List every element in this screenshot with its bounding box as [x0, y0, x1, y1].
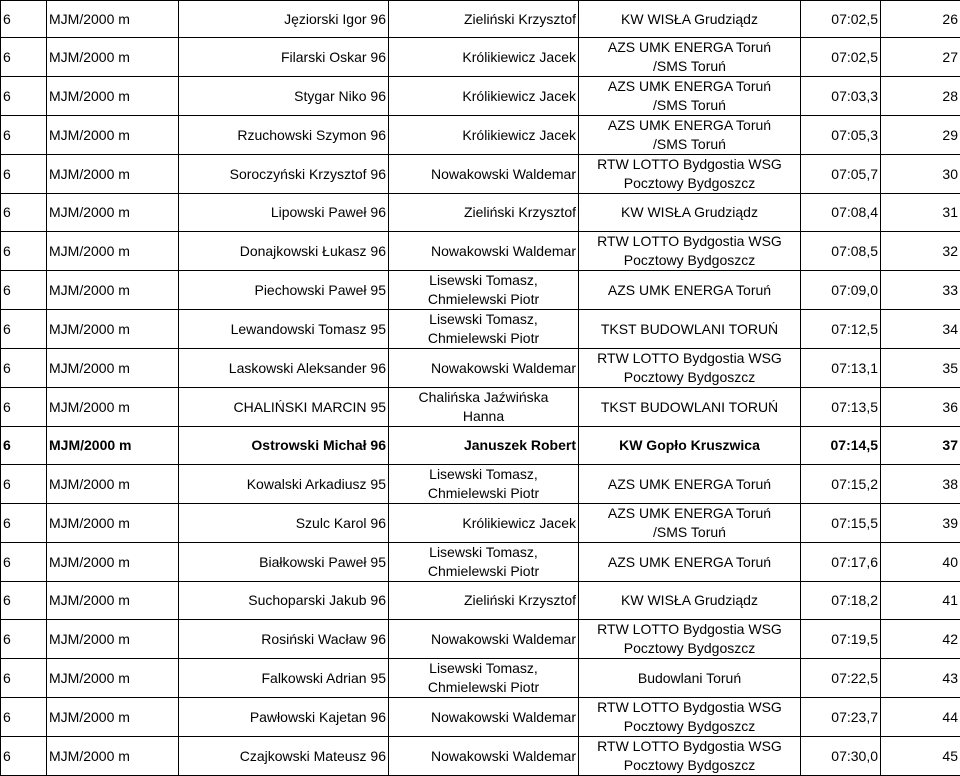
time-cell: 07:02,5 — [801, 1, 881, 38]
table-row — [1, 38, 960, 77]
time-cell: 07:23,7 — [801, 697, 881, 736]
club-line: AZS UMK ENERGA Toruń — [581, 38, 798, 57]
athlete-name-cell: Suchoparski Jakub 96 — [179, 581, 389, 619]
athlete-name-cell: Soroczyński Krzysztof 96 — [179, 155, 389, 194]
club-line: RTW LOTTO Bydgostia WSG — [581, 620, 798, 639]
place-cell: 35 — [881, 348, 960, 387]
coach-cell — [389, 270, 579, 309]
club-cell — [579, 387, 801, 426]
coach-cell — [389, 736, 579, 775]
coach-line: Chmielewski Piotr — [391, 562, 576, 581]
place-cell: 27 — [881, 38, 960, 77]
coach-line: Lisewski Tomasz, — [391, 465, 576, 484]
club-cell — [579, 542, 801, 581]
club-line: /SMS Toruń — [581, 135, 798, 154]
time-cell: 07:05,7 — [801, 155, 881, 194]
athlete-name-cell: Lipowski Paweł 96 — [179, 194, 389, 232]
athlete-name-cell: Białkowski Paweł 95 — [179, 542, 389, 581]
class-cell: MJM/2000 m — [47, 503, 179, 542]
class-cell: MJM/2000 m — [47, 38, 179, 77]
coach-cell — [389, 116, 579, 155]
table-row — [1, 619, 960, 658]
athlete-name-cell: Falkowski Adrian 95 — [179, 658, 389, 697]
place-cell: 32 — [881, 231, 960, 270]
table-row — [1, 77, 960, 116]
coach-cell — [389, 542, 579, 581]
table-row — [1, 309, 960, 348]
coach-line: Nowakowski Waldemar — [431, 166, 576, 182]
category-cell: 6 — [1, 464, 47, 503]
club-cell — [579, 658, 801, 697]
coach-cell — [389, 426, 579, 464]
coach-cell — [389, 77, 579, 116]
coach-line: Chmielewski Piotr — [391, 290, 576, 309]
club-line: TKST BUDOWLANI TORUŃ — [601, 399, 778, 415]
place-cell: 45 — [881, 736, 960, 775]
category-cell: 6 — [1, 736, 47, 775]
category-cell: 6 — [1, 231, 47, 270]
athlete-name-cell: Donajkowski Łukasz 96 — [179, 231, 389, 270]
club-line: KW WISŁA Grudziądz — [621, 592, 758, 608]
athlete-name-cell: Pawłowski Kajetan 96 — [179, 697, 389, 736]
results-body — [1, 1, 960, 776]
athlete-name-cell: Piechowski Paweł 95 — [179, 270, 389, 309]
coach-cell — [389, 1, 579, 38]
athlete-name-cell: Jęziorski Igor 96 — [179, 1, 389, 38]
place-cell: 26 — [881, 1, 960, 38]
club-line: AZS UMK ENERGA Toruń — [608, 282, 771, 298]
table-row — [1, 1, 960, 38]
club-line: RTW LOTTO Bydgostia WSG — [581, 232, 798, 251]
athlete-name-cell: Kowalski Arkadiusz 95 — [179, 464, 389, 503]
class-cell: MJM/2000 m — [47, 581, 179, 619]
club-line: /SMS Toruń — [581, 523, 798, 542]
club-line: Pocztowy Bydgoszcz — [581, 368, 798, 387]
table-row — [1, 658, 960, 697]
club-line: AZS UMK ENERGA Toruń — [608, 476, 771, 492]
coach-cell — [389, 658, 579, 697]
class-cell: MJM/2000 m — [47, 387, 179, 426]
class-cell: MJM/2000 m — [47, 658, 179, 697]
club-cell — [579, 581, 801, 619]
coach-line: Królikiewicz Jacek — [462, 88, 576, 104]
coach-cell — [389, 155, 579, 194]
club-line: Pocztowy Bydgoszcz — [581, 639, 798, 658]
club-line: RTW LOTTO Bydgostia WSG — [581, 349, 798, 368]
category-cell: 6 — [1, 194, 47, 232]
athlete-name-cell: Szulc Karol 96 — [179, 503, 389, 542]
coach-line: Lisewski Tomasz, — [391, 659, 576, 678]
coach-cell — [389, 38, 579, 77]
time-cell: 07:15,5 — [801, 503, 881, 542]
category-cell: 6 — [1, 619, 47, 658]
time-cell: 07:30,0 — [801, 736, 881, 775]
club-line: AZS UMK ENERGA Toruń — [581, 77, 798, 96]
coach-line: Lisewski Tomasz, — [391, 271, 576, 290]
coach-cell — [389, 464, 579, 503]
athlete-name-cell: Laskowski Aleksander 96 — [179, 348, 389, 387]
club-cell — [579, 309, 801, 348]
table-row — [1, 542, 960, 581]
club-cell — [579, 77, 801, 116]
place-cell: 30 — [881, 155, 960, 194]
club-line: AZS UMK ENERGA Toruń — [581, 116, 798, 135]
time-cell: 07:05,3 — [801, 116, 881, 155]
place-cell: 44 — [881, 697, 960, 736]
club-line: KW Gopło Kruszwica — [619, 437, 760, 453]
class-cell: MJM/2000 m — [47, 1, 179, 38]
class-cell: MJM/2000 m — [47, 542, 179, 581]
place-cell: 33 — [881, 270, 960, 309]
coach-line: Królikiewicz Jacek — [462, 49, 576, 65]
time-cell: 07:08,5 — [801, 231, 881, 270]
club-cell — [579, 194, 801, 232]
time-cell: 07:17,6 — [801, 542, 881, 581]
place-cell: 29 — [881, 116, 960, 155]
time-cell: 07:15,2 — [801, 464, 881, 503]
club-line: /SMS Toruń — [581, 57, 798, 76]
table-row — [1, 736, 960, 775]
club-cell — [579, 231, 801, 270]
time-cell: 07:12,5 — [801, 309, 881, 348]
coach-line: Zieliński Krzysztof — [464, 592, 576, 608]
table-row — [1, 426, 960, 464]
category-cell: 6 — [1, 309, 47, 348]
time-cell: 07:09,0 — [801, 270, 881, 309]
time-cell: 07:19,5 — [801, 619, 881, 658]
time-cell: 07:13,1 — [801, 348, 881, 387]
category-cell: 6 — [1, 155, 47, 194]
place-cell: 37 — [881, 426, 960, 464]
category-cell: 6 — [1, 697, 47, 736]
category-cell: 6 — [1, 116, 47, 155]
club-cell — [579, 736, 801, 775]
place-cell: 40 — [881, 542, 960, 581]
table-row — [1, 270, 960, 309]
athlete-name-cell: Rzuchowski Szymon 96 — [179, 116, 389, 155]
table-row — [1, 116, 960, 155]
coach-line: Chmielewski Piotr — [391, 678, 576, 697]
club-line: Pocztowy Bydgoszcz — [581, 717, 798, 736]
place-cell: 42 — [881, 619, 960, 658]
club-line: AZS UMK ENERGA Toruń — [581, 504, 798, 523]
coach-line: Królikiewicz Jacek — [462, 515, 576, 531]
table-row — [1, 348, 960, 387]
place-cell: 39 — [881, 503, 960, 542]
table-row — [1, 697, 960, 736]
coach-line: Lisewski Tomasz, — [391, 543, 576, 562]
club-cell — [579, 116, 801, 155]
club-cell — [579, 426, 801, 464]
class-cell: MJM/2000 m — [47, 736, 179, 775]
coach-cell — [389, 697, 579, 736]
coach-cell — [389, 194, 579, 232]
place-cell: 31 — [881, 194, 960, 232]
time-cell: 07:08,4 — [801, 194, 881, 232]
coach-cell — [389, 231, 579, 270]
club-cell — [579, 155, 801, 194]
class-cell: MJM/2000 m — [47, 194, 179, 232]
coach-cell — [389, 309, 579, 348]
coach-line: Hanna — [391, 407, 576, 426]
category-cell: 6 — [1, 1, 47, 38]
athlete-name-cell: Ostrowski Michał 96 — [179, 426, 389, 464]
class-cell: MJM/2000 m — [47, 309, 179, 348]
table-row — [1, 581, 960, 619]
class-cell: MJM/2000 m — [47, 464, 179, 503]
athlete-name-cell: CHALIŃSKI MARCIN 95 — [179, 387, 389, 426]
class-cell: MJM/2000 m — [47, 619, 179, 658]
category-cell: 6 — [1, 38, 47, 77]
coach-cell — [389, 581, 579, 619]
club-line: /SMS Toruń — [581, 96, 798, 115]
category-cell: 6 — [1, 542, 47, 581]
club-line: KW WISŁA Grudziądz — [621, 204, 758, 220]
coach-line: Chmielewski Piotr — [391, 329, 576, 348]
club-cell — [579, 503, 801, 542]
club-cell — [579, 38, 801, 77]
club-cell — [579, 270, 801, 309]
time-cell: 07:13,5 — [801, 387, 881, 426]
category-cell: 6 — [1, 77, 47, 116]
club-line: Pocztowy Bydgoszcz — [581, 251, 798, 270]
club-cell — [579, 464, 801, 503]
coach-cell — [389, 387, 579, 426]
category-cell: 6 — [1, 348, 47, 387]
club-cell — [579, 348, 801, 387]
athlete-name-cell: Filarski Oskar 96 — [179, 38, 389, 77]
coach-line: Nowakowski Waldemar — [431, 631, 576, 647]
coach-line: Królikiewicz Jacek — [462, 127, 576, 143]
place-cell: 38 — [881, 464, 960, 503]
athlete-name-cell: Stygar Niko 96 — [179, 77, 389, 116]
table-row — [1, 155, 960, 194]
class-cell: MJM/2000 m — [47, 697, 179, 736]
table-row — [1, 194, 960, 232]
class-cell: MJM/2000 m — [47, 155, 179, 194]
place-cell: 28 — [881, 77, 960, 116]
time-cell: 07:02,5 — [801, 38, 881, 77]
coach-line: Zieliński Krzysztof — [464, 204, 576, 220]
place-cell: 36 — [881, 387, 960, 426]
class-cell: MJM/2000 m — [47, 270, 179, 309]
coach-line: Januszek Robert — [464, 437, 576, 453]
table-row — [1, 231, 960, 270]
athlete-name-cell: Czajkowski Mateusz 96 — [179, 736, 389, 775]
athlete-name-cell: Rosiński Wacław 96 — [179, 619, 389, 658]
club-line: KW WISŁA Grudziądz — [621, 11, 758, 27]
coach-line: Nowakowski Waldemar — [431, 748, 576, 764]
place-cell: 43 — [881, 658, 960, 697]
coach-line: Chalińska Jaźwińska — [391, 388, 576, 407]
club-cell — [579, 619, 801, 658]
coach-line: Chmielewski Piotr — [391, 484, 576, 503]
coach-line: Lisewski Tomasz, — [391, 310, 576, 329]
table-row — [1, 503, 960, 542]
class-cell: MJM/2000 m — [47, 77, 179, 116]
class-cell: MJM/2000 m — [47, 348, 179, 387]
class-cell: MJM/2000 m — [47, 231, 179, 270]
club-line: RTW LOTTO Bydgostia WSG — [581, 698, 798, 717]
table-row — [1, 464, 960, 503]
place-cell: 41 — [881, 581, 960, 619]
coach-line: Nowakowski Waldemar — [431, 709, 576, 725]
club-line: RTW LOTTO Bydgostia WSG — [581, 737, 798, 756]
category-cell: 6 — [1, 581, 47, 619]
category-cell: 6 — [1, 387, 47, 426]
category-cell: 6 — [1, 426, 47, 464]
coach-line: Nowakowski Waldemar — [431, 360, 576, 376]
coach-cell — [389, 619, 579, 658]
category-cell: 6 — [1, 503, 47, 542]
club-line: RTW LOTTO Bydgostia WSG — [581, 155, 798, 174]
club-line: TKST BUDOWLANI TORUŃ — [601, 321, 778, 337]
club-line: Pocztowy Bydgoszcz — [581, 174, 798, 193]
coach-line: Zieliński Krzysztof — [464, 11, 576, 27]
coach-cell — [389, 503, 579, 542]
club-line: AZS UMK ENERGA Toruń — [608, 554, 771, 570]
category-cell: 6 — [1, 270, 47, 309]
place-cell: 34 — [881, 309, 960, 348]
athlete-name-cell: Lewandowski Tomasz 95 — [179, 309, 389, 348]
time-cell: 07:18,2 — [801, 581, 881, 619]
time-cell: 07:22,5 — [801, 658, 881, 697]
coach-cell — [389, 348, 579, 387]
time-cell: 07:14,5 — [801, 426, 881, 464]
category-cell: 6 — [1, 658, 47, 697]
class-cell: MJM/2000 m — [47, 116, 179, 155]
club-cell — [579, 697, 801, 736]
coach-line: Nowakowski Waldemar — [431, 243, 576, 259]
time-cell: 07:03,3 — [801, 77, 881, 116]
class-cell: MJM/2000 m — [47, 426, 179, 464]
club-line: Pocztowy Bydgoszcz — [581, 756, 798, 775]
club-line: Budowlani Toruń — [638, 670, 741, 686]
club-cell — [579, 1, 801, 38]
table-row — [1, 387, 960, 426]
